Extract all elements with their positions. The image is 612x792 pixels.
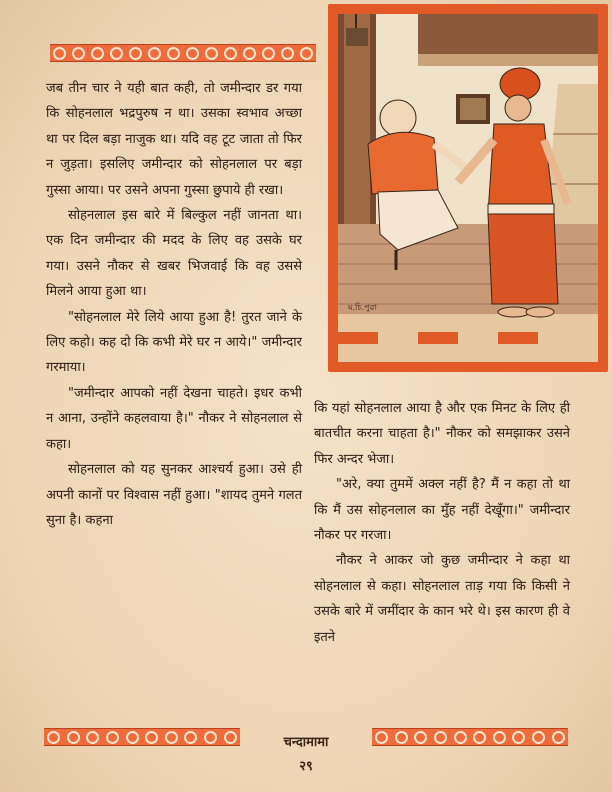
paragraph: सोहनलाल को यह सुनकर आश्चर्य हुआ। उसे ही अपनी कानों पर विश्वास नहीं हुआ। "शायद तुमने गलत सुना है। कहना — [46, 462, 302, 528]
paragraph: सोहनलाल इस बारे में बिल्कुल नहीं जानता था। एक दिन जमीन्दार की मदद के लिए वह उसके घर गया। उसने नौकर से खबर भिजवाई कि वह उससे मिलने आया हुआ था। — [46, 208, 302, 300]
top-decorative-border — [50, 44, 316, 62]
artist-signature: ম.চি.পুৱা — [348, 303, 377, 312]
bottom-left-decorative-border — [44, 728, 240, 746]
paragraph: कि यहां सोहनलाल आया है और एक मिनट के लिए ही बातचीत करना चाहता है।" नौकर को समझाकर उसने फिर अन्दर भेजा। — [314, 401, 570, 467]
paragraph: "अरे, क्या तुममें अक्ल नहीं है? मैं न कहा तो था कि मैं उस सोहनलाल का मुँह नहीं देखूँगा।" जमीन्दार नौकर पर गरजा। — [314, 477, 570, 544]
right-text-column — [314, 396, 570, 650]
bottom-right-decorative-border — [372, 728, 568, 746]
paragraph: "सोहनलाल मेरे लिये आया हुआ है! तुरत जाने के लिए कहो। कह दो कि कभी मेरे घर न आये।" जमीन्दार गरमाया। — [46, 309, 302, 376]
paragraph: "जमीन्दार आपको नहीं देखना चाहते। इधर कभी न आना, उन्होंने कहलवाया है।" नौकर ने सोहनलाल से कहा। — [46, 385, 302, 452]
left-text-column — [46, 76, 302, 533]
illustration-drawing — [338, 14, 598, 362]
story-illustration — [328, 4, 608, 372]
paragraph: नौकर ने आकर जो कुछ जमीन्दार ने कहा था सोहनलाल से कहा। सोहनलाल ताड़ गया कि किसी ने उसके बारे में जमींदार के कान भरे थे। इस कारण ही वे इतने — [314, 553, 570, 645]
magazine-title: चन्दामामा — [283, 735, 329, 750]
page-number: २९ — [299, 759, 313, 774]
paragraph: जब तीन चार ने यही बात कही, तो जमीन्दार डर गया कि सोहनलाल भद्रपुरुष न था। उसका स्वभाव अच्छा था पर दिल बड़ा नाजुक था। यदि वह टूट जाता तो फिर न जुड़ता। इसलिए जमीन्दार को सोहनलाल पर बड़ा गुस्सा आया। पर उसने अपना गुस्सा छुपाये ही रखा। — [46, 81, 302, 198]
